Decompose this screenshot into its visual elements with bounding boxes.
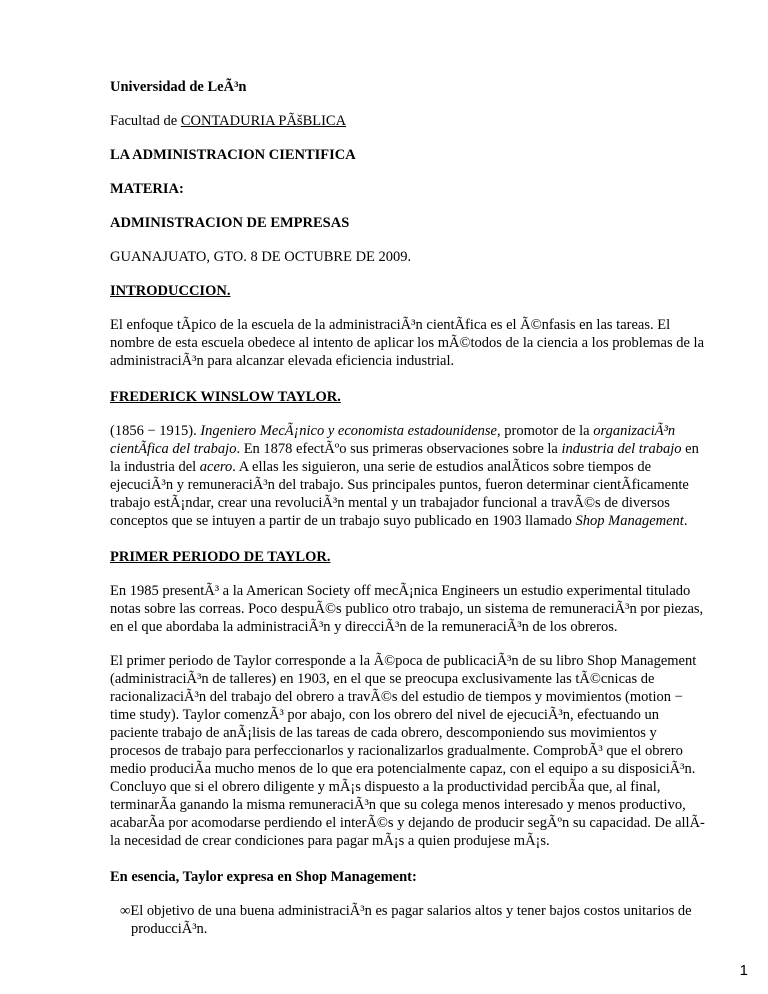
taylor-text-2: , promotor de la (496, 423, 594, 439)
taylor-italic-organization: organizaciÃ³n cientÃfica del trabajo (110, 423, 676, 457)
taylor-text-4: en la industria del (110, 441, 699, 475)
taylor-italic-industry: industria del trabajo (561, 441, 682, 457)
intro-heading: INTRODUCCION. (110, 283, 231, 299)
document-body (110, 78, 710, 938)
taylor-text-5: . A ellas les siguieron, una serie de estudios analÃticos sobre tiempos de ejecuciÃ³n y remuneraciÃ³n del trabajo. Sus principales puntos, fueron determinar cientÃficamente trabajo estÃ¡ndar, crear una revoluciÃ³n mental y un trabajador funcional a travÃ©s de diversos conceptos que se intuyen a partir de un trabajo suyo publicado en 1903 llamado (110, 459, 689, 529)
page-number: 1 (739, 962, 748, 979)
primer-heading: PRIMER PERIODO DE TAYLOR. (110, 549, 331, 565)
university-name: Universidad de LeÃ³n (110, 79, 247, 95)
taylor-paragraph (110, 422, 710, 530)
document-title: LA ADMINISTRACION CIENTIFICA (110, 147, 356, 163)
bullet-text-line-1: El objetivo de una buena administraciÃ³n es pagar salarios altos y tener bajos costos unitarios de (130, 903, 692, 919)
intro-paragraph: El enfoque tÃpico de la escuela de la administraciÃ³n cientÃfica es el Ã©nfasis en las tareas. El nombre de esta escuela obedece al intento de aplicar los mÃ©todos de la ciencia a los problemas de la administraciÃ³n para alcanzar elevada eficiencia industrial. (110, 317, 705, 369)
bullet-marker-icon: ∞ (120, 903, 131, 919)
taylor-heading: FREDERICK WINSLOW TAYLOR. (110, 389, 341, 405)
taylor-text-6: . (683, 513, 688, 529)
materia-name: ADMINISTRACION DE EMPRESAS (110, 215, 350, 231)
taylor-text-1: (1856 − 1915). (110, 423, 201, 439)
taylor-italic-shop-management: Shop Management (575, 513, 684, 529)
place-date: GUANAJUATO, GTO. 8 DE OCTUBRE DE 2009. (110, 249, 412, 265)
primer-paragraph-1: En 1985 presentÃ³ a la American Society off mecÃ¡nica Engineers un estudio experimental titulado notas sobre las correas. Poco despuÃ©s publico otro trabajo, un sistema de remuneraciÃ³n por piezas, en el que abordaba la administraciÃ³n y direcciÃ³n de la remuneraciÃ³n de los obreros. (110, 583, 704, 635)
bullet-item (110, 902, 710, 938)
materia-label: MATERIA: (110, 181, 184, 197)
faculty-name: CONTADURIA PÃšBLICA (180, 113, 347, 129)
taylor-italic-steel: acero (199, 459, 233, 475)
taylor-italic-profession: Ingeniero MecÃ¡nico y economista estadounidense (200, 423, 497, 439)
taylor-text-3: . En 1878 efectÃºo sus primeras observaciones sobre la (236, 441, 562, 457)
faculty-line (110, 112, 710, 130)
faculty-prefix: Facultad de (110, 113, 181, 129)
bullet-text-line-2: producciÃ³n. (131, 921, 208, 937)
primer-paragraph-2: El primer periodo de Taylor corresponde a la Ã©poca de publicaciÃ³n de su libro Shop Management (administraciÃ³n de talleres) en 1903, en el que se preocupa exclusivamente las tÃ©cnicas de racionalizaciÃ³n del trabajo del obrero a travÃ©s del estudio de tiempos y movimientos (motion − time study). Taylor comenzÃ³ por abajo, con los obrero del nivel de ejecuciÃ³n, efectuando un paciente trabajo de anÃ¡lisis de las tareas de cada obrero, descomponiendo sus movimientos y procesos de trabajo para perfeccionarlos y racionalizarlos gradualmente. ComprobÃ³ que el obrero medio produciÃa mucho menos de lo que era potencialmente capaz, con el equipo a su disposiciÃ³n. Concluyo que si el obrero diligente y mÃ¡s dispuesto a la productividad percibÃa que, al final, terminarÃa ganando la misma remuneraciÃ³n que su colega menos interesado y menos productivo, acabarÃa por acomodarse perdiendo el interÃ©s y dejando de producir segÃºn su capacidad. De allÃ la necesidad de crear condiciones para pagar mÃ¡s a quien produjese mÃ¡s. (110, 653, 705, 849)
essence-heading: En esencia, Taylor expresa en Shop Management: (110, 869, 417, 885)
